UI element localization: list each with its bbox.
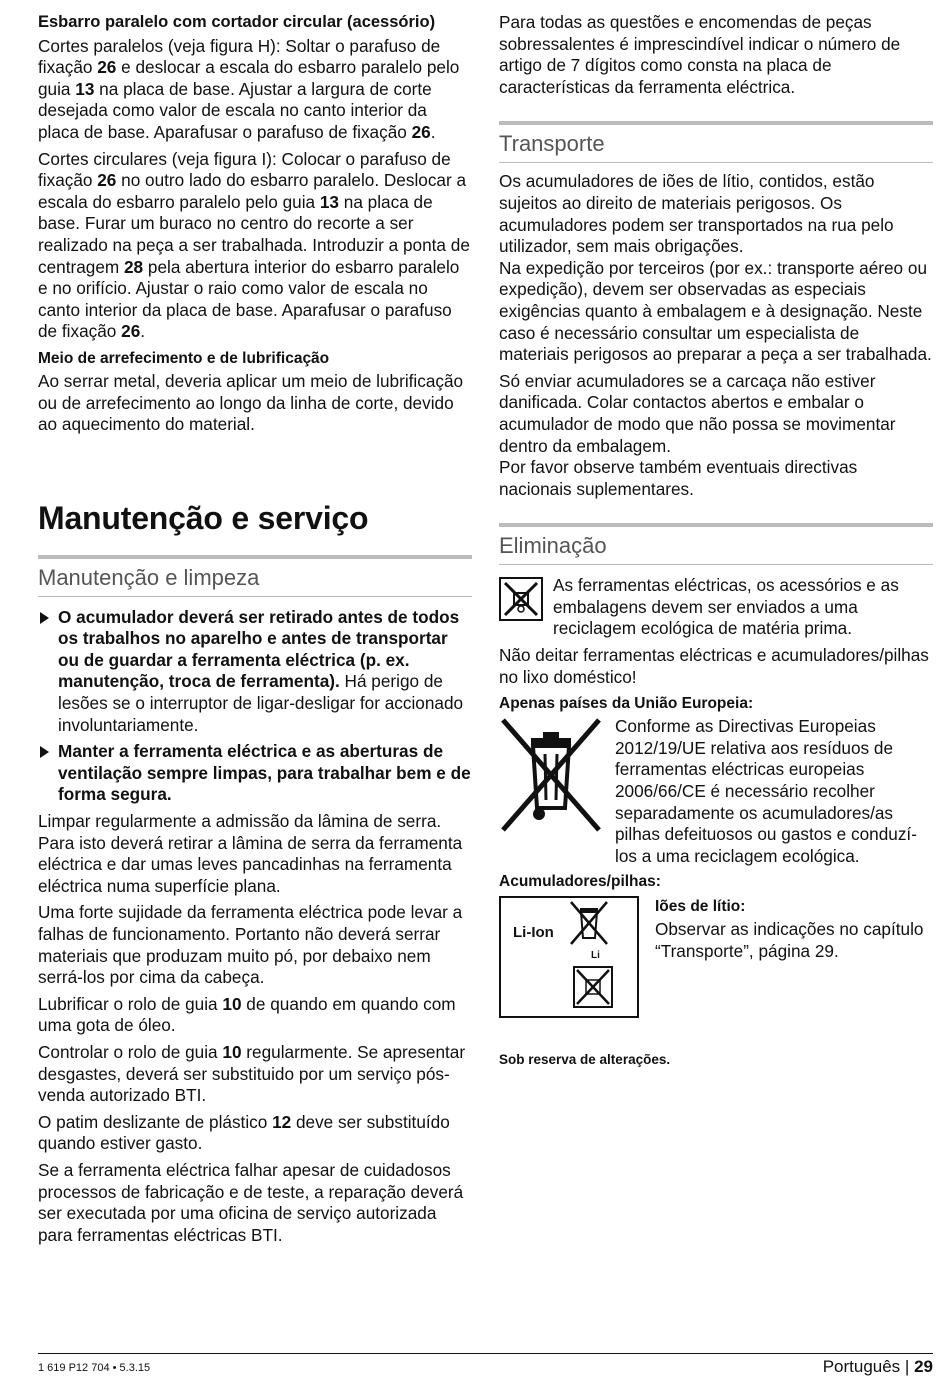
weee-row bbox=[499, 716, 933, 867]
page-footer bbox=[38, 1353, 933, 1380]
page-number: Português | 29 bbox=[822, 1357, 933, 1376]
section-disposal: Eliminação bbox=[499, 523, 933, 565]
paragraph-coolant: Ao serrar metal, deveria aplicar um meio de lubrificação ou de arrefecimento ao longo da linha de corte, devido ao aquecimento do material. bbox=[38, 370, 464, 435]
liion-row bbox=[499, 896, 933, 1018]
paragraph-lubricate: Lubrificar o rolo de guia 10 de quando em quando com uma gota de óleo. bbox=[38, 993, 456, 1036]
bullet-triangle-icon bbox=[40, 612, 49, 624]
paragraph-li-ion-law: Os acumuladores de iões de lítio, contidos, estão sujeitos ao direito de materiais perigosos. Os acumuladores podem ser transportados na rua pelo utilizador, sem mais obrigações. bbox=[499, 171, 894, 257]
crossed-bin-icon bbox=[499, 716, 603, 834]
paragraph-third-party: Na expedição por terceiros (por ex.: transporte aéreo ou expedição), devem ser observadas as especiais exigências quanto à embalagem e à designação. Neste caso é necessário consultar um especialista de materiais perigosos ao preparar a peça a ser trabalhada. bbox=[499, 257, 932, 365]
paragraph-circular-cuts: Cortes circulares (veja figura I): Colocar o parafuso de fixação 26 no outro lado do esbarro paralelo. Deslocar a escala do esbarro paralelo pelo guia 13 na placa de base. Furar um buraco no centro do recorte a ser realizado na peça a ser trabalhada. Introduzir a ponta de centragem 28 pela abertura interior do esbarro paralelo e no orifício. Ajustar o raio como valor de escala no canto interior da placa de base. Aparafusar o parafuso de fixação 26. bbox=[38, 148, 470, 342]
paragraph-recycling: As ferramentas eléctricas, os acessórios e as embalagens devem ser enviados a uma reciclagem ecológica de matéria prima. bbox=[553, 575, 899, 639]
paragraph-repair: Se a ferramenta eléctrica falhar apesar de cuidadosos processos de fabricação e de teste, a reparação deverá ser executada por uma oficina de serviço autorizada para ferramentas eléctricas BTI. bbox=[38, 1159, 464, 1245]
right-column bbox=[499, 12, 933, 1067]
bullet-triangle-icon bbox=[40, 746, 49, 758]
battery-crossed-bin-icon bbox=[569, 900, 609, 954]
liion-symbol-box bbox=[499, 896, 639, 1018]
chapter-title: Manutenção e serviço bbox=[38, 499, 369, 536]
paragraph-dirt: Uma forte sujidade da ferramenta eléctrica pode levar a falhas de funcionamento. Portanto não deverá serrar materiais que produzam muito pó, por debaixo nem serrá-los por cima da cabeça. bbox=[38, 902, 463, 988]
section-transport: Transporte bbox=[499, 121, 933, 163]
bullet-keep-clean: Manter a ferramenta eléctrica e as aberturas de ventilação sempre limpas, para trabalhar bem e de forma segura. bbox=[38, 741, 472, 806]
paragraph-observe-transport: Observar as indicações no capítulo “Transporte”, página 29. bbox=[655, 919, 924, 961]
paragraph-check-roller: Controlar o rolo de guia 10 regularmente. Se apresentar desgastes, deverá ser substituido por um serviço pós-venda autorizado BTI. bbox=[38, 1041, 466, 1106]
heading-eu-only: Apenas países da União Europeia: bbox=[499, 695, 754, 713]
paragraph-national-directives: Por favor observe também eventuais directivas nacionais suplementares. bbox=[499, 457, 858, 499]
recycling-row bbox=[499, 575, 933, 640]
heading-li-ion: Iões de lítio: bbox=[655, 898, 746, 916]
paragraph-eu-directives: Conforme as Directivas Europeias 2012/19/UE relativa aos resíduos de ferramentas eléctricas europeias 2006/66/CE é necessário recolher separadamente os acumuladores/as pilhas defeituosos ou gastos e conduzí-los a uma reciclagem ecológica. bbox=[615, 716, 917, 866]
paragraph-parallel-cuts: Cortes paralelos (veja figura H): Soltar o parafuso de fixação 26 e deslocar a escala do esbarro paralelo pelo guia 13 na placa de base. Ajustar a largura de corte desejada como valor de escala no canto interior da placa de base. Aparafusar o parafuso de fixação 26. bbox=[38, 35, 460, 142]
paragraph-slide-shoe: O patim deslizante de plástico 12 deve ser substituído quando estiver gasto. bbox=[38, 1111, 450, 1154]
li-small-label: Li bbox=[591, 950, 600, 962]
paragraph-no-household: Não deitar ferramentas eléctricas e acumuladores/pilhas no lixo doméstico! bbox=[499, 645, 929, 687]
no-household-waste-icon bbox=[499, 577, 543, 621]
no-fire-battery-icon bbox=[573, 966, 613, 1008]
document-code: 1 619 P12 704 • 5.3.15 bbox=[38, 1362, 151, 1374]
section-maintenance-cleaning: Manutenção e limpeza bbox=[38, 555, 472, 597]
reserve-note: Sob reserva de alterações. bbox=[499, 1052, 671, 1068]
heading-coolant: Meio de arrefecimento e de lubrificação bbox=[38, 349, 330, 367]
bullet-remove-battery: O acumulador deverá ser retirado antes de todos os trabalhos no aparelho e antes de transportar ou de guardar a ferramenta eléctrica (p. ex. manutenção, troca de ferramenta). Há perigo de lesões se o interruptor de ligar-desligar for accionado involuntariamente. bbox=[38, 607, 472, 737]
heading-batteries: Acumuladores/pilhas: bbox=[499, 873, 661, 891]
paragraph-ship-batteries: Só enviar acumuladores se a carcaça não estiver danificada. Colar contactos abertos e embalar o acumulador de modo que não possa se movimentar dentro da embalagem. bbox=[499, 370, 896, 456]
paragraph-spare-parts: Para todas as questões e encomendas de peças sobressalentes é imprescindível indicar o número de artigo de 7 dígitos como consta na placa de características da ferramenta eléctrica. bbox=[499, 12, 901, 97]
heading-parallel-guide: Esbarro paralelo com cortador circular (acessório) bbox=[38, 13, 436, 31]
left-column bbox=[38, 12, 472, 1251]
paragraph-blade-holder: Limpar regularmente a admissão da lâmina de serra. Para isto deverá retirar a lâmina de serra da ferramenta eléctrica e dar umas leves pancadinhas na ferramenta eléctrica numa superfície plana. bbox=[38, 811, 463, 896]
liion-label: Li-Ion bbox=[513, 924, 554, 942]
